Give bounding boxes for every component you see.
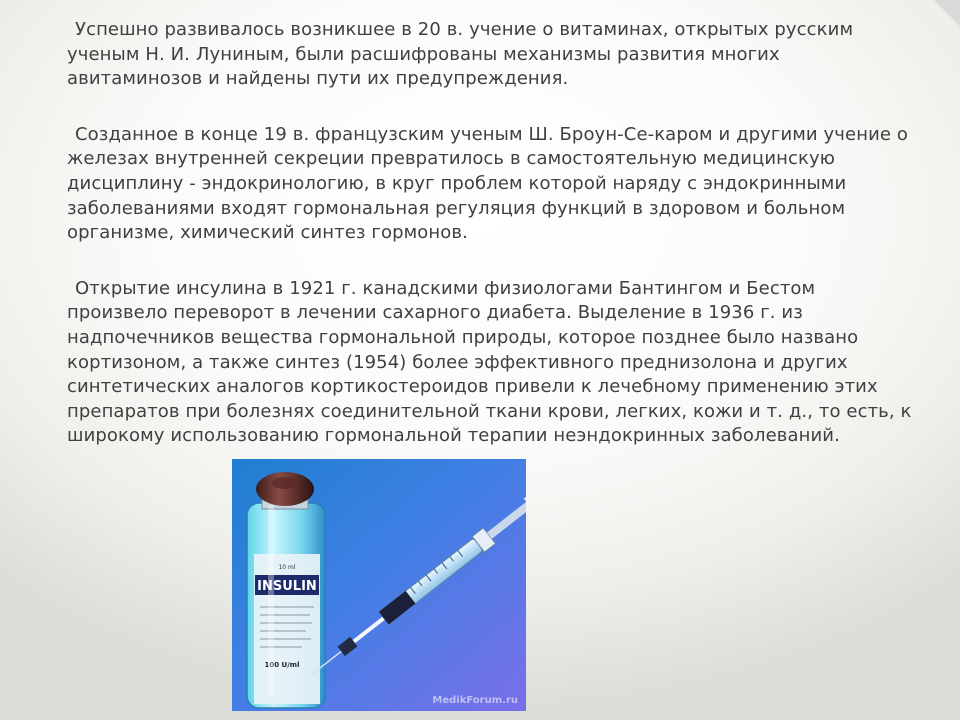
- insulin-photo-graphic: [232, 459, 526, 711]
- vial-label-insulin: INSULIN: [257, 579, 317, 594]
- paragraph-endocrinology: Созданное в конце 19 в. французским ученым Ш. Броун-Се-каром и другими учение о железах внутренней секреции превратилось в самостоятельную медицинскую дисциплину - эндокринологию, в круг проблем которой наряду с эндокринными заболеваниями входят гормональная регуляция функций в здоровом и больном организме, химический синтез гормонов.: [67, 123, 908, 244]
- vial-volume: 10 ml: [278, 564, 296, 571]
- paragraph-insulin: Открытие инсулина в 1921 г. канадскими физиологами Бантингом и Бестом произвело переворот в лечении сахарного диабета. Выделение в 1936 г. из надпочечников вещества гормональной природы, которое позднее было названо кортизоном, а также синтез (1954) более эффективного преднизолона и других синтетических аналогов кортикостероидов привели к лечебному применению этих препаратов при болезнях соединительной ткани крови, легких, кожи и т. д., то есть, к широкому использованию гормональной терапии неэндокринных заболеваний.: [67, 277, 912, 447]
- watermark: MedikForum.ru: [432, 695, 518, 706]
- corner-decoration: [934, 0, 960, 26]
- text-block: [67, 18, 917, 480]
- paragraph-vitamins: Успешно развивалось возникшее в 20 в. учение о витаминах, открытых русским ученым Н. И. Луниным, были расшифрованы механизмы развития многих авитаминозов и найдены пути их предупреждения.: [67, 19, 854, 90]
- vial-dose: 100 U/ml: [264, 661, 300, 669]
- insulin-photo: [232, 459, 526, 711]
